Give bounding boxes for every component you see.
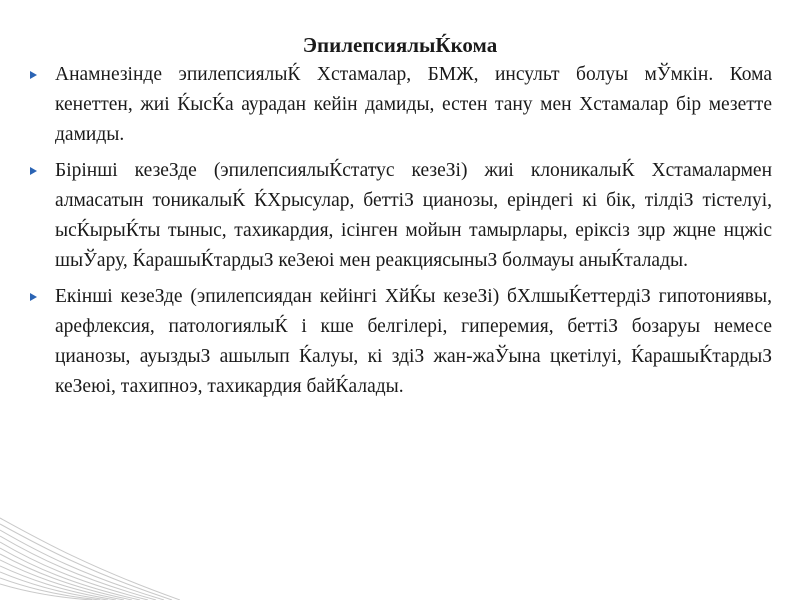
bullet-text: Анамнезінде эпилепсиялыЌ Хстамалар, БМЖ, инсульт болуы мЎмкін. Кома кенеттен, жиі ЌысЌа аурадан кейін дамиды, естен тану мен Хстамалар бір мезетте дамиды. [55, 64, 772, 145]
triangle-bullet-icon [30, 293, 37, 301]
bullet-item-anamnesis [30, 60, 772, 150]
bullet-item-first-stage [30, 156, 772, 276]
bullet-item-second-stage [30, 282, 772, 402]
triangle-bullet-icon [30, 167, 37, 175]
corner-stripes-decoration [0, 480, 180, 600]
bullet-text: Бірінші кезеЗде (эпилепсиялыЌстатус кезеЗі) жиі клоникалыЌ Хстамалармен алмасатын тоникалыЌ ЌХрысулар, беттіЗ цианозы, еріндегі кі бік, тілдіЗ тістелуі, ысЌырыЌты тыныс, тахикардия, ісінген мойын тамырлары, еріксіз зџр жцне нцжіс шыЎару, ЌарашыЌтардыЗ кеЗеюі мен реакциясыныЗ болмауы аныЌталады. [55, 160, 772, 271]
bullet-text: Екінші кезеЗде (эпилепсиядан кейінгі ХйЌы кезеЗі) бХлшыЌеттердіЗ гипотониявы, арефлексия, патологиялыЌ і кше белгілері, гиперемия, беттіЗ бозаруы немесе цианозы, ауыздыЗ ашылып Ќалуы, кі здіЗ жан-жаЎына цкетілуі, ЌарашыЌтардыЗ кеЗеюі, тахипноэ, тахикардия байЌалады. [55, 286, 772, 397]
triangle-bullet-icon [30, 71, 37, 79]
slide-title: ЭпилепсиялыЌкома [302, 33, 498, 57]
bullet-list [30, 60, 772, 408]
